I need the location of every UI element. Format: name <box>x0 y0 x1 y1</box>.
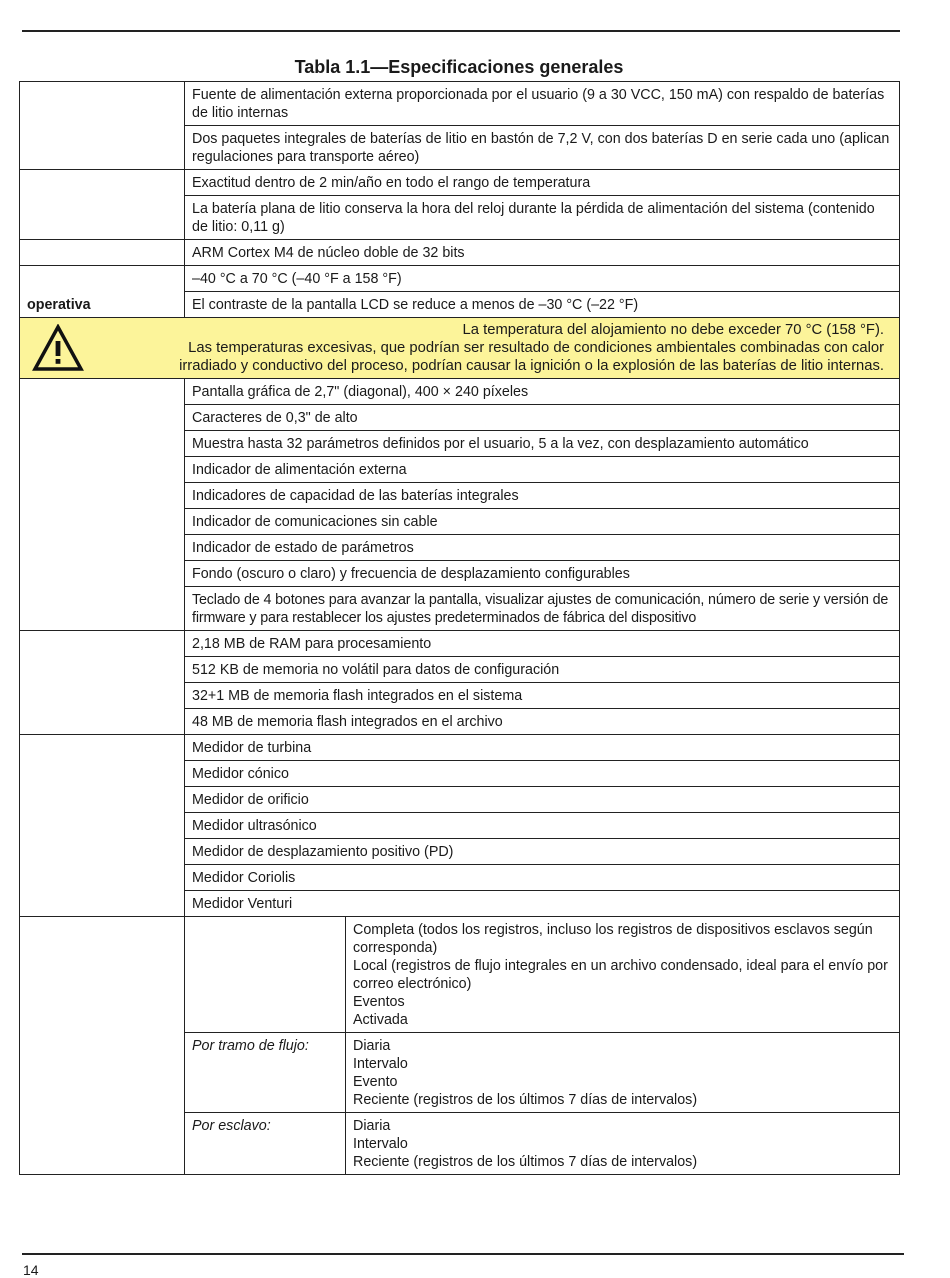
flow-run-sublabel: Por tramo de flujo: <box>185 1033 346 1113</box>
display-spec: Indicador de estado de parámetros <box>185 535 900 561</box>
header-rule <box>22 30 900 32</box>
display-label-cell <box>20 379 185 631</box>
list-item: Activada <box>353 1012 408 1028</box>
list-item: Eventos <box>353 994 405 1010</box>
display-spec: Indicador de alimentación externa <box>185 457 900 483</box>
specifications-table <box>19 81 900 1175</box>
memory-spec: 2,18 MB de RAM para procesamiento <box>185 631 900 657</box>
slave-sublabel: Por esclavo: <box>185 1113 346 1175</box>
page-number: 14 <box>23 1262 39 1278</box>
memory-spec: 32+1 MB de memoria flash integrados en el sistema <box>185 683 900 709</box>
warning-line: La temperatura del alojamiento no debe exceder 70 °C (158 °F). <box>462 322 885 338</box>
warning-text <box>90 321 884 375</box>
warning-row <box>20 318 900 379</box>
meter-type: Medidor cónico <box>185 761 900 787</box>
list-item: Diaria <box>353 1118 391 1134</box>
meter-type: Medidor de desplazamiento positivo (PD) <box>185 839 900 865</box>
table-row <box>20 170 900 196</box>
flow-run-list <box>346 1033 900 1113</box>
warning-line: irradiado y conductivo del proceso, podrían causar la ignición o la explosión de las baterías de litio internas. <box>179 358 885 374</box>
table-title: Tabla 1.1—Especificaciones generales <box>294 57 624 77</box>
power-spec-1: Fuente de alimentación externa proporcionada por el usuario (9 a 30 VCC, 150 mA) con respaldo de baterías de litio internas <box>185 82 900 126</box>
processor-spec: ARM Cortex M4 de núcleo doble de 32 bits <box>185 240 900 266</box>
meter-type: Medidor de turbina <box>185 735 900 761</box>
memory-spec: 512 KB de memoria no volátil para datos de configuración <box>185 657 900 683</box>
slave-list <box>346 1113 900 1175</box>
list-item: Reciente (registros de los últimos 7 días de intervalos) <box>353 1092 698 1108</box>
lcd-contrast-note: El contraste de la pantalla LCD se reduce a menos de –30 °C (–22 °F) <box>185 292 900 318</box>
list-item: Local (registros de flujo integrales en un archivo condensado, ideal para el envío por correo electrónico) <box>353 958 888 992</box>
warning-cell <box>20 318 900 379</box>
display-spec: Caracteres de 0,3" de alto <box>185 405 900 431</box>
clock-spec-1: Exactitud dentro de 2 min/año en todo el rango de temperatura <box>185 170 900 196</box>
meter-type: Medidor de orificio <box>185 787 900 813</box>
power-spec-2: Dos paquetes integrales de baterías de litio en bastón de 7,2 V, con dos baterías D en serie cada uno (aplican regulaciones para transporte aéreo) <box>185 126 900 170</box>
clock-label-cell <box>20 170 185 240</box>
archive-label-cell <box>20 917 185 1175</box>
table-row <box>20 240 900 266</box>
table-row <box>20 82 900 126</box>
archive-general-list <box>346 917 900 1033</box>
list-item: Reciente (registros de los últimos 7 días de intervalos) <box>353 1154 698 1170</box>
memory-label-cell <box>20 631 185 735</box>
temperature-label: operativa <box>20 266 185 318</box>
temperature-range: –40 °C a 70 °C (–40 °F a 158 °F) <box>185 266 900 292</box>
archive-general-sublabel <box>185 917 346 1033</box>
meters-label-cell <box>20 735 185 917</box>
meter-type: Medidor Venturi <box>185 891 900 917</box>
warning-box <box>20 318 899 378</box>
meter-type: Medidor Coriolis <box>185 865 900 891</box>
list-item: Intervalo <box>353 1056 408 1072</box>
display-spec: Fondo (oscuro o claro) y frecuencia de desplazamiento configurables <box>185 561 900 587</box>
table-row <box>20 266 900 292</box>
warning-line: Las temperaturas excesivas, que podrían ser resultado de condiciones ambientales combinadas con calor <box>188 340 885 356</box>
table-row <box>20 735 900 761</box>
list-item: Diaria <box>353 1038 391 1054</box>
display-spec: Muestra hasta 32 parámetros definidos por el usuario, 5 a la vez, con desplazamiento automático <box>185 431 900 457</box>
table-row <box>20 917 900 1033</box>
meter-type: Medidor ultrasónico <box>185 813 900 839</box>
list-item: Completa (todos los registros, incluso los registros de dispositivos esclavos según corresponda) <box>353 922 873 956</box>
list-item: Intervalo <box>353 1136 408 1152</box>
display-spec: Indicador de comunicaciones sin cable <box>185 509 900 535</box>
table-row <box>20 379 900 405</box>
display-spec: Indicadores de capacidad de las baterías integrales <box>185 483 900 509</box>
footer-rule <box>22 1253 904 1255</box>
display-spec: Teclado de 4 botones para avanzar la pantalla, visualizar ajustes de comunicación, número de serie y versión de firmware y para restablecer los ajustes predeterminados de fábrica del dispositivo <box>185 587 900 631</box>
memory-spec: 48 MB de memoria flash integrados en el archivo <box>185 709 900 735</box>
power-label-cell <box>20 82 185 170</box>
warning-triangle-icon <box>32 324 84 372</box>
clock-spec-2: La batería plana de litio conserva la hora del reloj durante la pérdida de alimentación del sistema (contenido de litio: 0,11 g) <box>185 196 900 240</box>
display-spec: Pantalla gráfica de 2,7" (diagonal), 400 × 240 píxeles <box>185 379 900 405</box>
table-row <box>20 631 900 657</box>
processor-label-cell <box>20 240 185 266</box>
list-item: Evento <box>353 1074 398 1090</box>
